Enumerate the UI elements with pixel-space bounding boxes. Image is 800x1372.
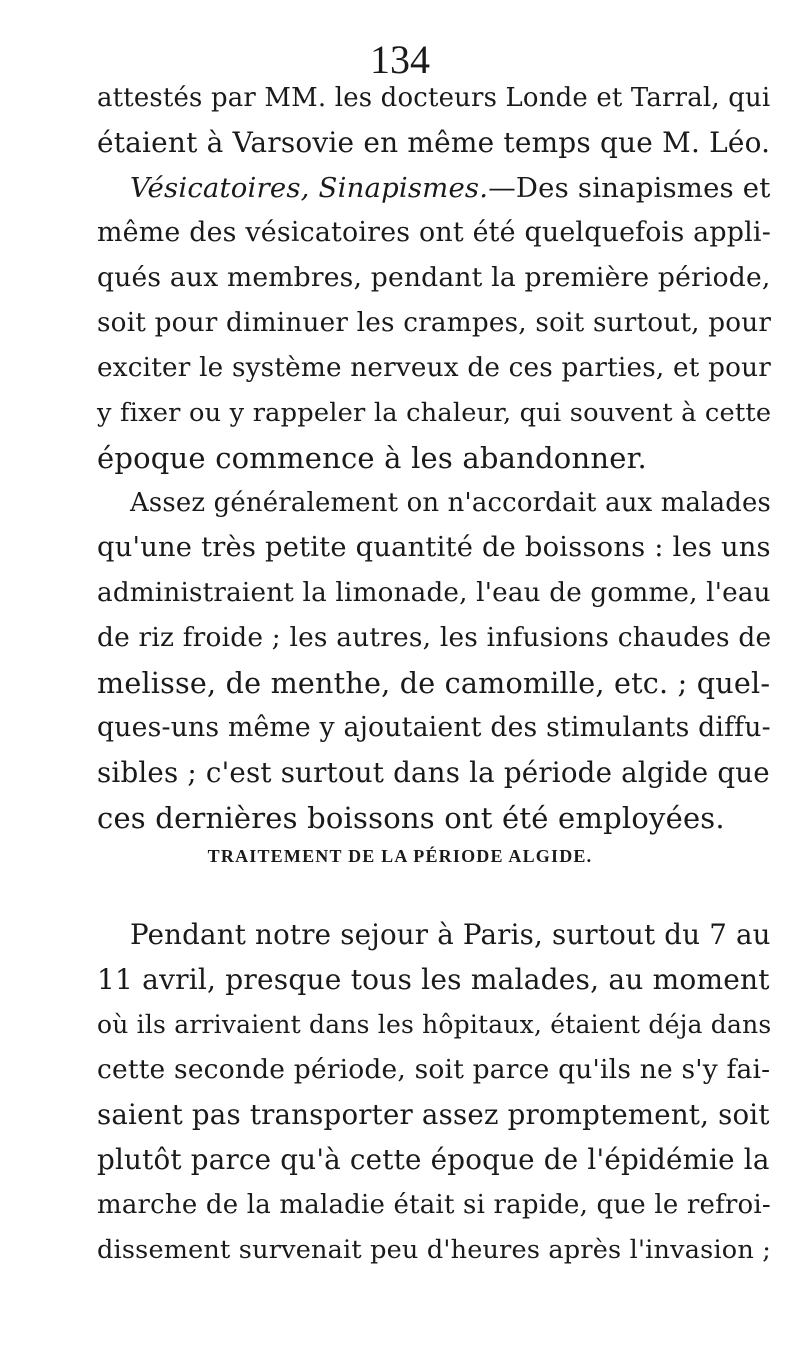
text-line: Assez généralement on n'accordait aux malades xyxy=(130,488,772,518)
text-line: époque commence à les abandonner. xyxy=(97,441,647,475)
text-line: même des vésicatoires ont été quelquefois appli- xyxy=(97,217,771,248)
text-line: dissement survenait peu d'heures après l'invasion ; xyxy=(97,1235,772,1265)
text-line: sibles ; c'est surtout dans la période algide que xyxy=(97,756,770,789)
text-line: soit pour diminuer les crampes, soit surtout, pour xyxy=(97,308,772,338)
text-line: où ils arrivaient dans les hôpitaux, étaient déja dans xyxy=(97,1010,772,1039)
text-line: qu'une très petite quantité de boissons : les uns xyxy=(97,532,771,563)
text-line: qués aux membres, pendant la première période, xyxy=(97,262,771,293)
text-line: y fixer ou y rappeler la chaleur, qui souvent à cette xyxy=(97,398,772,428)
paragraph-first-line xyxy=(130,168,771,208)
text-line: plutôt parce qu'à cette époque de l'épidémie la xyxy=(97,1143,770,1176)
text-line: saient pas transporter assez promptement, soit xyxy=(97,1098,770,1131)
section-heading: TRAITEMENT DE LA PÉRIODE ALGIDE. xyxy=(207,846,593,866)
text-line: cette seconde période, soit parce qu'ils ne s'y fai- xyxy=(97,1054,771,1085)
section-title-italic: Vésicatoires, Sinapismes. xyxy=(130,172,489,204)
text-line: ques-uns même y ajoutaient des stimulants diffu- xyxy=(97,712,771,743)
text-line: marche de la maladie était si rapide, que le refroi- xyxy=(97,1190,771,1220)
text-line: melisse, de menthe, de camomille, etc. ; quel- xyxy=(97,666,771,700)
text-span: —Des sinapismes et xyxy=(488,172,771,204)
text-line: exciter le système nerveux de ces parties, et pour xyxy=(97,353,771,383)
text-line: étaient à Varsovie en même temps que M. Léo. xyxy=(97,126,771,159)
text-line: administraient la limonade, l'eau de gomme, l'eau xyxy=(97,578,771,608)
text-line: Pendant notre sejour à Paris, surtout du 7 au xyxy=(130,918,771,951)
text-line: de riz froide ; les autres, les infusions chaudes de xyxy=(97,622,772,653)
page-number: 134 xyxy=(370,37,430,82)
text-line: attestés par MM. les docteurs Londe et Tarral, qui xyxy=(97,83,771,113)
text-line: ces dernières boissons ont été employées. xyxy=(97,801,725,835)
text-line: 11 avril, presque tous les malades, au moment xyxy=(97,963,770,996)
